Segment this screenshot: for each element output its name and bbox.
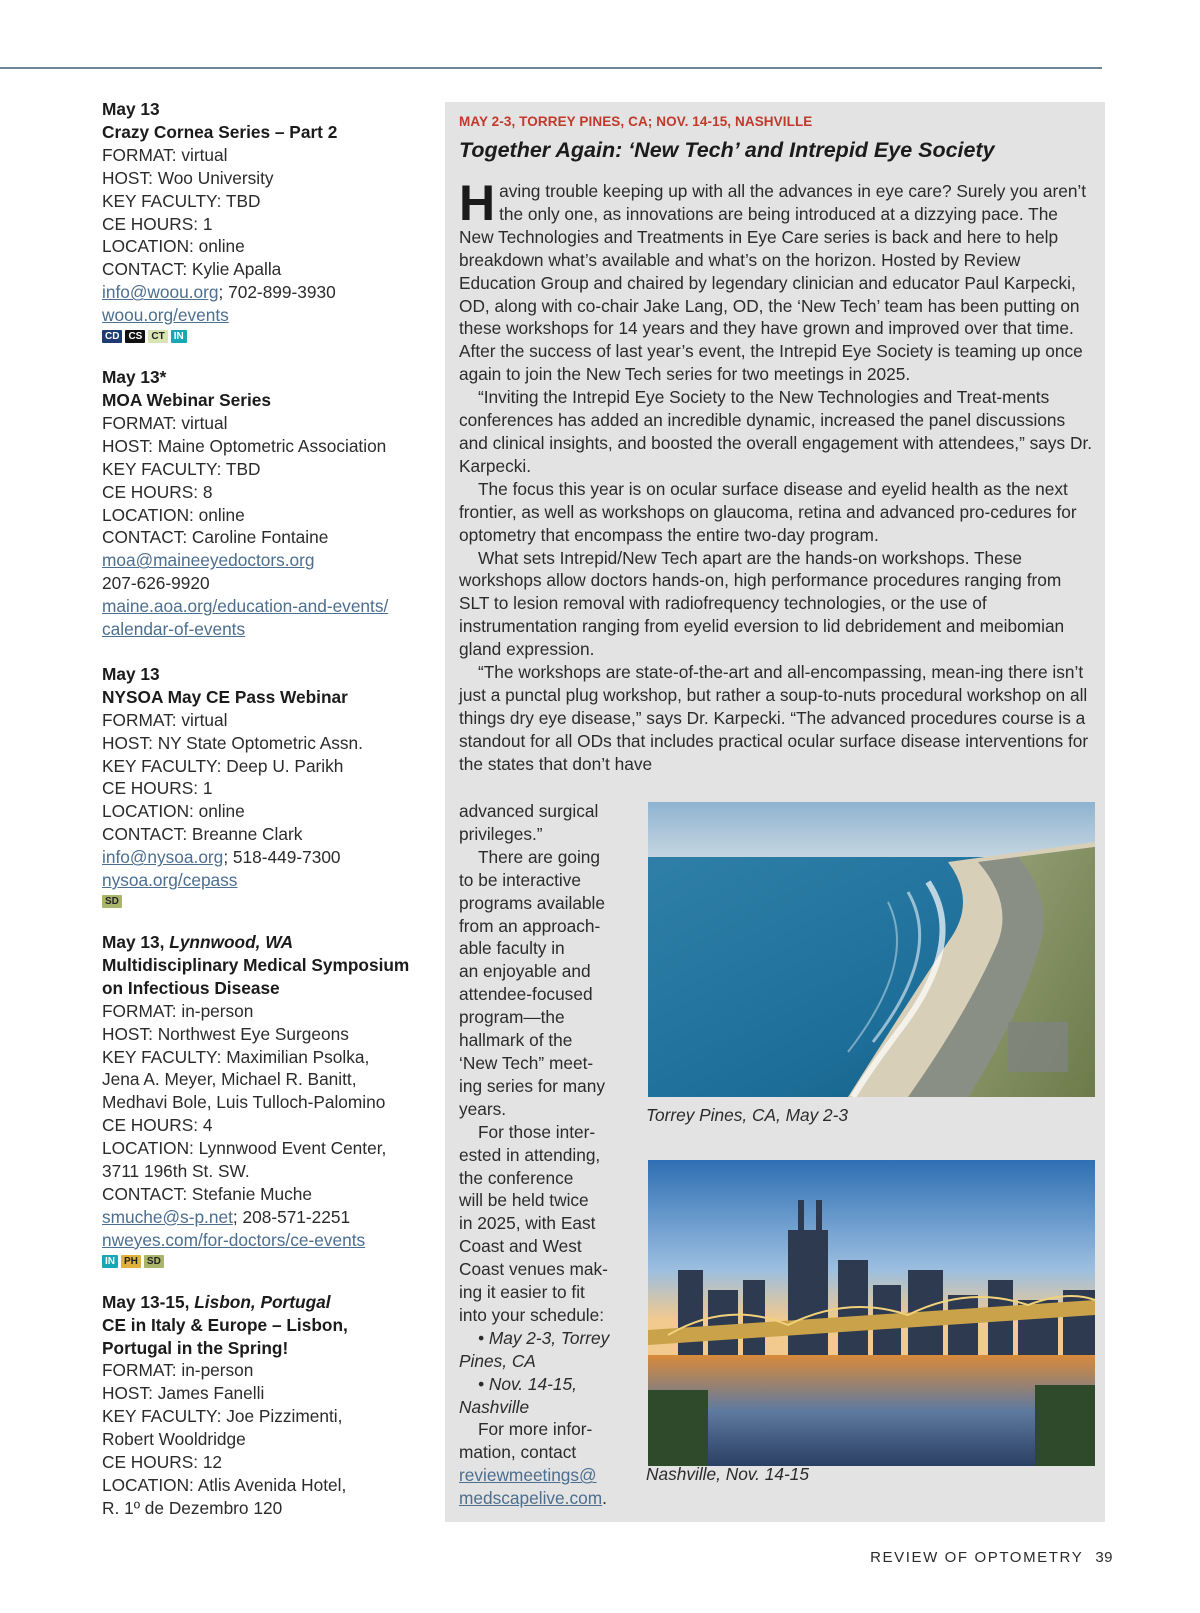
paragraph-1: Having trouble keeping up with all the advances in eye care? Surely you aren’t the only one, as innovations are being introduced at a dizzying pace. The New Technologies and Treatments in Eye Care series is back and here to help breakdown what’s available and what’s on the horizon. Hosted by Review Education Group and chaired by legendary clinician and educator Paul Karpecki, OD, along with co-chair Jake Lang, OD, the ‘New Tech’ team has been putting on these workshops for 14 years and they have grown and improved over that time. After the success of last year’s event, the Intrepid Eye Society is teaming up once again to join the New Tech series for two meetings in 2025.	[459, 175, 1087, 385]
event-contact-line	[102, 1206, 432, 1229]
event-detail: CE HOURS: 1	[102, 778, 213, 799]
event-email-link[interactable]: moa@maineeyedoctors.org	[102, 550, 315, 571]
event-detail: FORMAT: virtual	[102, 412, 228, 433]
page-number: 39	[1095, 1549, 1113, 1566]
torrey-pines-photo	[648, 802, 1095, 1097]
event-detail: CE HOURS: 1	[102, 213, 213, 234]
event-phone: ; 208-571-2251	[232, 1206, 351, 1227]
paragraph-2: “Inviting the Intrepid Eye Society to the New Technologies and Treat-ments conferences has added an incredible dynamic, increased the panel discussions and clinical insights, and boosted the overall engagement with attendees,” says Dr. Karpecki.	[459, 387, 1093, 476]
event-detail: KEY FACULTY: Joe Pizzimenti,	[102, 1406, 343, 1427]
event-detail: LOCATION: Atlis Avenida Hotel,	[102, 1474, 347, 1495]
contact-email-line: medscapelive.com.	[459, 1488, 607, 1509]
article-body	[459, 175, 1095, 776]
event-title: NYSOA May CE Pass Webinar	[102, 686, 348, 707]
event-detail: FORMAT: virtual	[102, 144, 228, 165]
event-detail: Robert Wooldridge	[102, 1429, 246, 1450]
event-detail: CE HOURS: 8	[102, 481, 213, 502]
narrow-text-line: attendee-focused	[459, 984, 593, 1005]
event-detail: KEY FACULTY: TBD	[102, 190, 261, 211]
narrow-text-line: • May 2-3, Torrey	[478, 1327, 610, 1348]
credential-badges	[102, 330, 432, 344]
event-contact-line	[102, 846, 432, 869]
credential-badge: IN	[171, 330, 187, 343]
credential-badge: CT	[148, 330, 167, 343]
event-detail: R. 1º de Dezembro 120	[102, 1497, 283, 1518]
narrow-text-line: privileges.”	[459, 823, 543, 844]
event-website-link[interactable]: nweyes.com/for-doctors/ce-events	[102, 1229, 366, 1250]
event-email-link[interactable]: info@nysoa.org	[102, 847, 224, 868]
event-detail: HOST: Maine Optometric Association	[102, 435, 387, 456]
narrow-text-line: Pines, CA	[459, 1350, 536, 1371]
event-detail: Jena A. Meyer, Michael R. Banitt,	[102, 1069, 357, 1090]
event-detail: CONTACT: Breanne Clark	[102, 824, 303, 845]
narrow-text-line: ing it easier to fit	[459, 1282, 585, 1303]
narrow-text-line: Coast venues mak-	[459, 1259, 608, 1280]
event-contact-line	[102, 281, 432, 304]
event-phone: 207-626-9920	[102, 573, 210, 594]
event-detail: KEY FACULTY: Deep U. Parikh	[102, 755, 344, 776]
event-location-title: Lisbon, Portugal	[194, 1291, 331, 1312]
credential-badge: CD	[102, 330, 122, 343]
caption-nashville: Nashville, Nov. 14-15	[646, 1464, 809, 1484]
credential-badge: SD	[102, 895, 122, 908]
credential-badges	[102, 1255, 432, 1269]
article-body-narrow	[459, 800, 629, 1510]
event-contact-line	[102, 549, 432, 572]
narrow-text-line: Coast and West	[459, 1236, 582, 1257]
event-phone: ; 702-899-3930	[218, 282, 336, 303]
narrow-text-line: There are going	[478, 846, 601, 867]
event-date: May 13	[102, 663, 160, 684]
narrow-text-line: ing series for many	[459, 1075, 605, 1096]
event-listing	[102, 366, 432, 641]
event-date: May 13-15, Lisbon, Portugal	[102, 1291, 331, 1312]
narrow-text-line: For those inter-	[478, 1121, 596, 1142]
event-title: MOA Webinar Series	[102, 389, 272, 410]
event-link-line	[102, 869, 432, 892]
event-detail: CE HOURS: 4	[102, 1115, 213, 1136]
nashville-photo	[648, 1160, 1095, 1466]
event-detail: FORMAT: in-person	[102, 1000, 254, 1021]
credential-badge: CS	[125, 330, 145, 343]
skyline-illustration	[648, 1160, 1095, 1466]
contact-email-line	[459, 1464, 629, 1487]
narrow-text-line: the conference	[459, 1167, 574, 1188]
event-detail: KEY FACULTY: Maximilian Psolka,	[102, 1046, 370, 1067]
top-rule	[0, 67, 1102, 69]
event-detail: 3711 196th St. SW.	[102, 1161, 250, 1182]
narrow-text-line: Nashville	[459, 1396, 530, 1417]
event-detail: LOCATION: Lynnwood Event Center,	[102, 1138, 387, 1159]
event-detail: HOST: NY State Optometric Assn.	[102, 732, 363, 753]
coastline-illustration	[648, 802, 1095, 1097]
event-detail: CE HOURS: 12	[102, 1452, 223, 1473]
paragraph-3: The focus this year is on ocular surface disease and eyelid health as the next frontier, as well as workshops on glaucoma, retina and advanced pro-cedures for optometry that encompass the entire two-day program.	[459, 478, 1077, 545]
event-detail: KEY FACULTY: TBD	[102, 458, 261, 479]
narrow-text-line: years.	[459, 1098, 507, 1119]
event-website-link[interactable]: maine.aoa.org/education-and-events/	[102, 596, 389, 617]
event-website-link[interactable]: calendar-of-events	[102, 619, 246, 640]
drop-cap: H	[459, 175, 496, 231]
event-website-link[interactable]: woou.org/events	[102, 305, 229, 326]
event-detail: HOST: Northwest Eye Surgeons	[102, 1023, 349, 1044]
event-listing	[102, 98, 432, 344]
event-detail: CONTACT: Stefanie Muche	[102, 1183, 313, 1204]
narrow-text-line: hallmark of the	[459, 1030, 573, 1051]
event-email-link[interactable]: info@woou.org	[102, 282, 219, 303]
event-date: May 13	[102, 99, 160, 119]
event-title: Portugal in the Spring!	[102, 1337, 289, 1358]
event-title: CE in Italy & Europe – Lisbon,	[102, 1314, 348, 1335]
page-footer	[870, 1549, 1113, 1566]
event-location-title: Lynnwood, WA	[169, 932, 294, 952]
event-detail: HOST: James Fanelli	[102, 1383, 265, 1404]
credential-badge: SD	[144, 1255, 164, 1268]
event-date: May 13, Lynnwood, WA	[102, 932, 294, 952]
narrow-text-line: ‘New Tech” meet-	[459, 1052, 594, 1073]
event-website-link[interactable]: nysoa.org/cepass	[102, 870, 238, 891]
event-title: on Infectious Disease	[102, 977, 280, 998]
narrow-text-line: into your schedule:	[459, 1304, 605, 1325]
event-link-line	[102, 595, 432, 618]
caption-torrey-pines: Torrey Pines, CA, May 2-3	[646, 1105, 849, 1125]
paragraph-5: “The workshops are state-of-the-art and all-encompassing, mean-ing there isn’t just a punctal plug workshop, but rather a soup-to-nuts procedural workshop on all things dry eye disease,” says Dr. Karpecki. “The advanced procedures course is a standout for all ODs that includes practical ocular surface disease interventions for the states that don’t have	[459, 662, 1089, 774]
event-link-line	[102, 618, 432, 641]
event-detail: LOCATION: online	[102, 504, 245, 525]
credential-badge: PH	[121, 1255, 141, 1268]
event-listing	[102, 931, 432, 1269]
sidebar-kicker: MAY 2-3, TORREY PINES, CA; NOV. 14-15, NASHVILLE	[459, 114, 813, 129]
event-email-link[interactable]: smuche@s-p.net	[102, 1206, 233, 1227]
event-detail: FORMAT: in-person	[102, 1360, 254, 1381]
narrow-text-line: mation, contact	[459, 1442, 577, 1463]
contact-email-link[interactable]: medscapelive.com	[459, 1488, 603, 1509]
event-phone: ; 518-449-7300	[223, 847, 341, 868]
narrow-text-line: ested in attending,	[459, 1144, 601, 1165]
narrow-text-line: advanced surgical	[459, 801, 599, 821]
event-detail: LOCATION: online	[102, 236, 245, 257]
narrow-text-line: programs available	[459, 892, 606, 913]
event-detail: CONTACT: Caroline Fontaine	[102, 527, 329, 548]
narrow-text-line: to be interactive	[459, 869, 581, 890]
paragraph-4: What sets Intrepid/New Tech apart are the hands-on workshops. These workshops allow doctors hands-on, high performance procedures ranging from SLT to lesion removal with radiofrequency technologies, or the use of instrumentation ranging from eyelid eversion to lid debridement and meibomian gland expression.	[459, 547, 1065, 660]
event-title: Crazy Cornea Series – Part 2	[102, 121, 338, 142]
event-date: May 13*	[102, 367, 167, 388]
credential-badges	[102, 895, 432, 909]
event-title: Multidisciplinary Medical Symposium	[102, 954, 410, 975]
contact-email-link[interactable]: reviewmeetings@	[459, 1465, 597, 1486]
event-detail: Medhavi Bole, Luis Tulloch-Palomino	[102, 1092, 386, 1113]
sidebar-headline: Together Again: ‘New Tech’ and Intrepid Eye Society	[459, 138, 995, 162]
event-detail: HOST: Woo University	[102, 167, 274, 188]
event-detail: LOCATION: online	[102, 801, 245, 822]
event-listing	[102, 663, 432, 909]
event-detail: CONTACT: Kylie Apalla	[102, 259, 282, 280]
narrow-text-line: will be held twice	[459, 1190, 589, 1211]
narrow-text-line: • Nov. 14-15,	[478, 1373, 577, 1394]
narrow-text-line: an enjoyable and	[459, 961, 591, 982]
event-listings	[102, 98, 432, 1542]
publication-name: REVIEW OF OPTOMETRY	[870, 1549, 1084, 1566]
narrow-text-line: For more infor-	[478, 1419, 593, 1440]
narrow-text-line: in 2025, with East	[459, 1213, 596, 1234]
narrow-text-line: able faculty in	[459, 938, 565, 959]
event-detail: FORMAT: virtual	[102, 709, 228, 730]
narrow-text-line: from an approach-	[459, 915, 601, 936]
event-link-line	[102, 304, 432, 327]
feature-sidebar	[445, 102, 1105, 1522]
narrow-text-line: program—the	[459, 1007, 565, 1028]
credential-badge: IN	[102, 1255, 118, 1268]
event-link-line	[102, 1229, 432, 1252]
event-listing	[102, 1291, 432, 1520]
